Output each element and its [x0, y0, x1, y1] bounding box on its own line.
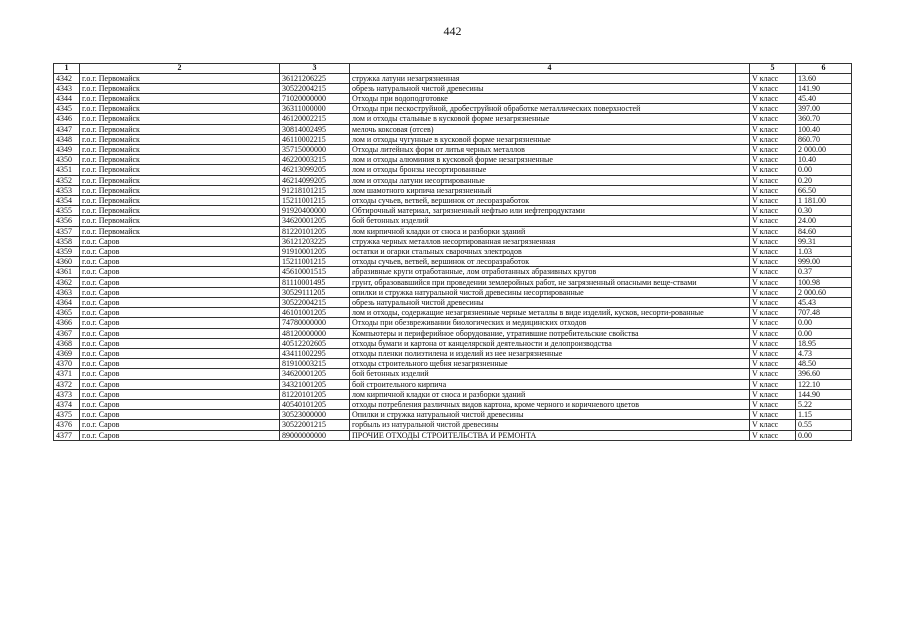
row-number-cell: 4342 [54, 73, 80, 83]
hazard-class-cell: V класс [750, 124, 796, 134]
hazard-class-cell: V класс [750, 114, 796, 124]
hazard-class-cell: V класс [750, 73, 796, 83]
hazard-class-cell: V класс [750, 318, 796, 328]
row-number-cell: 4349 [54, 144, 80, 154]
waste-name-cell: обрезь натуральной чистой древесины [350, 83, 750, 93]
locality-cell: г.о.г. Саров [80, 287, 280, 297]
locality-cell: г.о.г. Первомайск [80, 104, 280, 114]
waste-name-cell: Отходы при водоподготовке [350, 93, 750, 103]
quantity-cell: 4.73 [796, 348, 852, 358]
row-number-cell: 4344 [54, 93, 80, 103]
row-number-cell: 4367 [54, 328, 80, 338]
waste-code-cell: 81110001495 [280, 277, 350, 287]
locality-cell: г.о.г. Саров [80, 389, 280, 399]
hazard-class-cell: V класс [750, 134, 796, 144]
waste-code-cell: 30522001215 [280, 420, 350, 430]
quantity-cell: 0.30 [796, 206, 852, 216]
table-row [54, 83, 852, 93]
quantity-cell: 0.37 [796, 267, 852, 277]
table-row [54, 195, 852, 205]
row-number-cell: 4348 [54, 134, 80, 144]
quantity-cell: 0.00 [796, 328, 852, 338]
hazard-class-cell: V класс [750, 165, 796, 175]
row-number-cell: 4346 [54, 114, 80, 124]
hazard-class-cell: V класс [750, 195, 796, 205]
table-row [54, 297, 852, 307]
row-number-cell: 4373 [54, 389, 80, 399]
row-number-cell: 4351 [54, 165, 80, 175]
table-row [54, 277, 852, 287]
row-number-cell: 4370 [54, 359, 80, 369]
locality-cell: г.о.г. Первомайск [80, 144, 280, 154]
hazard-class-cell: V класс [750, 216, 796, 226]
locality-cell: г.о.г. Саров [80, 308, 280, 318]
locality-cell: г.о.г. Саров [80, 400, 280, 410]
row-number-cell: 4377 [54, 430, 80, 440]
row-number-cell: 4365 [54, 308, 80, 318]
waste-code-cell: 74780000000 [280, 318, 350, 328]
locality-cell: г.о.г. Саров [80, 369, 280, 379]
quantity-cell: 1 181.00 [796, 195, 852, 205]
row-number-cell: 4356 [54, 216, 80, 226]
hazard-class-cell: V класс [750, 430, 796, 440]
waste-code-cell: 46220003215 [280, 155, 350, 165]
quantity-cell: 2 000.00 [796, 144, 852, 154]
quantity-cell: 1.15 [796, 410, 852, 420]
waste-code-cell: 81220101205 [280, 226, 350, 236]
row-number-cell: 4375 [54, 410, 80, 420]
quantity-cell: 45.43 [796, 297, 852, 307]
table-row [54, 185, 852, 195]
locality-cell: г.о.г. Саров [80, 277, 280, 287]
table-row [54, 124, 852, 134]
quantity-cell: 1.03 [796, 246, 852, 256]
waste-table [53, 63, 852, 441]
locality-cell: г.о.г. Первомайск [80, 206, 280, 216]
waste-name-cell: Опилки и стружка натуральной чистой древесины [350, 410, 750, 420]
locality-cell: г.о.г. Саров [80, 430, 280, 440]
locality-cell: г.о.г. Саров [80, 328, 280, 338]
hazard-class-cell: V класс [750, 297, 796, 307]
table-row [54, 104, 852, 114]
hazard-class-cell: V класс [750, 175, 796, 185]
hazard-class-cell: V класс [750, 338, 796, 348]
table-row [54, 379, 852, 389]
table-body [54, 73, 852, 440]
locality-cell: г.о.г. Саров [80, 379, 280, 389]
row-number-cell: 4371 [54, 369, 80, 379]
quantity-cell: 100.40 [796, 124, 852, 134]
waste-name-cell: бой строительного кирпича [350, 379, 750, 389]
waste-code-cell: 46101001205 [280, 308, 350, 318]
waste-name-cell: стружка латуни незагрязненная [350, 73, 750, 83]
hazard-class-cell: V класс [750, 104, 796, 114]
waste-name-cell: остатки и огарки стальных сварочных электродов [350, 246, 750, 256]
waste-code-cell: 34620001205 [280, 369, 350, 379]
hazard-class-cell: V класс [750, 379, 796, 389]
row-number-cell: 4362 [54, 277, 80, 287]
column-header: 2 [80, 64, 280, 74]
table-row [54, 226, 852, 236]
waste-name-cell: стружка черных металлов несортированная незагрязненная [350, 236, 750, 246]
waste-name-cell: отходы сучьев, ветвей, вершинок от лесоразработок [350, 195, 750, 205]
waste-name-cell: лом шамотного кирпича незагрязненный [350, 185, 750, 195]
locality-cell: г.о.г. Саров [80, 318, 280, 328]
waste-code-cell: 30522004215 [280, 297, 350, 307]
hazard-class-cell: V класс [750, 287, 796, 297]
locality-cell: г.о.г. Первомайск [80, 226, 280, 236]
quantity-cell: 397.00 [796, 104, 852, 114]
table-row [54, 430, 852, 440]
table-row [54, 257, 852, 267]
table-row [54, 144, 852, 154]
hazard-class-cell: V класс [750, 155, 796, 165]
row-number-cell: 4369 [54, 348, 80, 358]
locality-cell: г.о.г. Первомайск [80, 185, 280, 195]
locality-cell: г.о.г. Первомайск [80, 216, 280, 226]
hazard-class-cell: V класс [750, 257, 796, 267]
row-number-cell: 4355 [54, 206, 80, 216]
page-number: 442 [443, 24, 462, 38]
waste-name-cell: бой бетонных изделий [350, 369, 750, 379]
hazard-class-cell: V класс [750, 206, 796, 216]
waste-code-cell: 30814002495 [280, 124, 350, 134]
waste-code-cell: 34321001205 [280, 379, 350, 389]
waste-code-cell: 46214099205 [280, 175, 350, 185]
quantity-cell: 0.00 [796, 165, 852, 175]
column-header: 3 [280, 64, 350, 74]
column-header: 4 [350, 64, 750, 74]
hazard-class-cell: V класс [750, 236, 796, 246]
hazard-class-cell: V класс [750, 420, 796, 430]
table-row [54, 175, 852, 185]
hazard-class-cell: V класс [750, 410, 796, 420]
hazard-class-cell: V класс [750, 267, 796, 277]
locality-cell: г.о.г. Первомайск [80, 73, 280, 83]
locality-cell: г.о.г. Первомайск [80, 114, 280, 124]
table-row [54, 420, 852, 430]
locality-cell: г.о.г. Саров [80, 236, 280, 246]
locality-cell: г.о.г. Первомайск [80, 195, 280, 205]
locality-cell: г.о.г. Первомайск [80, 93, 280, 103]
locality-cell: г.о.г. Первомайск [80, 155, 280, 165]
row-number-cell: 4358 [54, 236, 80, 246]
waste-name-cell: отходы потребления различных видов картона, кроме черного и коричневого цветов [350, 400, 750, 410]
waste-code-cell: 46110002215 [280, 134, 350, 144]
quantity-cell: 13.60 [796, 73, 852, 83]
locality-cell: г.о.г. Саров [80, 297, 280, 307]
row-number-cell: 4357 [54, 226, 80, 236]
hazard-class-cell: V класс [750, 369, 796, 379]
waste-name-cell: мелочь коксовая (отсев) [350, 124, 750, 134]
quantity-cell: 0.55 [796, 420, 852, 430]
waste-name-cell: лом кирпичной кладки от сноса и разборки зданий [350, 226, 750, 236]
waste-name-cell: лом кирпичной кладки от сноса и разборки зданий [350, 389, 750, 399]
waste-name-cell: Отходы при пескоструйной, дробеструйной обработке металлических поверхностей [350, 104, 750, 114]
waste-name-cell: опилки и стружка натуральной чистой древесины несортированные [350, 287, 750, 297]
table-row [54, 389, 852, 399]
locality-cell: г.о.г. Саров [80, 410, 280, 420]
row-number-cell: 4359 [54, 246, 80, 256]
hazard-class-cell: V класс [750, 226, 796, 236]
waste-name-cell: отходы сучьев, ветвей, вершинок от лесоразработок [350, 257, 750, 267]
waste-name-cell: Отходы литейных форм от литья черных металлов [350, 144, 750, 154]
waste-code-cell: 81220101205 [280, 389, 350, 399]
waste-code-cell: 30522004215 [280, 83, 350, 93]
quantity-cell: 0.20 [796, 175, 852, 185]
row-number-cell: 4350 [54, 155, 80, 165]
locality-cell: г.о.г. Первомайск [80, 175, 280, 185]
waste-code-cell: 91910001205 [280, 246, 350, 256]
waste-name-cell: отходы бумаги и картона от канцелярской деятельности и делопроизводства [350, 338, 750, 348]
row-number-cell: 4364 [54, 297, 80, 307]
hazard-class-cell: V класс [750, 308, 796, 318]
table-row [54, 206, 852, 216]
column-header: 5 [750, 64, 796, 74]
waste-name-cell: лом и отходы бронзы несортированные [350, 165, 750, 175]
locality-cell: г.о.г. Саров [80, 246, 280, 256]
row-number-cell: 4366 [54, 318, 80, 328]
hazard-class-cell: V класс [750, 93, 796, 103]
hazard-class-cell: V класс [750, 359, 796, 369]
quantity-cell: 99.31 [796, 236, 852, 246]
row-number-cell: 4352 [54, 175, 80, 185]
waste-code-cell: 48120000000 [280, 328, 350, 338]
waste-code-cell: 81910003215 [280, 359, 350, 369]
quantity-cell: 144.90 [796, 389, 852, 399]
waste-code-cell: 45610001515 [280, 267, 350, 277]
locality-cell: г.о.г. Первомайск [80, 124, 280, 134]
table-row [54, 246, 852, 256]
waste-name-cell: грунт, образовавшийся при проведении землеройных работ, не загрязненный опасными веще-ствами [350, 277, 750, 287]
waste-code-cell: 30529111205 [280, 287, 350, 297]
table-header-row [54, 64, 852, 74]
row-number-cell: 4345 [54, 104, 80, 114]
quantity-cell: 2 000.60 [796, 287, 852, 297]
hazard-class-cell: V класс [750, 400, 796, 410]
waste-code-cell: 40512202605 [280, 338, 350, 348]
waste-name-cell: лом и отходы алюминия в кусковой форме незагрязненные [350, 155, 750, 165]
quantity-cell: 999.00 [796, 257, 852, 267]
row-number-cell: 4360 [54, 257, 80, 267]
row-number-cell: 4368 [54, 338, 80, 348]
waste-name-cell: лом и отходы, содержащие незагрязненные черные металлы в виде изделий, кусков, несорти-рованные [350, 308, 750, 318]
quantity-cell: 18.95 [796, 338, 852, 348]
quantity-cell: 5.22 [796, 400, 852, 410]
hazard-class-cell: V класс [750, 144, 796, 154]
waste-code-cell: 36121203225 [280, 236, 350, 246]
hazard-class-cell: V класс [750, 83, 796, 93]
row-number-cell: 4363 [54, 287, 80, 297]
waste-name-cell: обрезь натуральной чистой древесины [350, 297, 750, 307]
row-number-cell: 4372 [54, 379, 80, 389]
locality-cell: г.о.г. Саров [80, 257, 280, 267]
locality-cell: г.о.г. Саров [80, 359, 280, 369]
table-row [54, 400, 852, 410]
waste-name-cell: бой бетонных изделий [350, 216, 750, 226]
row-number-cell: 4343 [54, 83, 80, 93]
waste-name-cell: горбыль из натуральной чистой древесины [350, 420, 750, 430]
hazard-class-cell: V класс [750, 185, 796, 195]
quantity-cell: 122.10 [796, 379, 852, 389]
waste-code-cell: 46213099205 [280, 165, 350, 175]
table-row [54, 134, 852, 144]
quantity-cell: 0.00 [796, 430, 852, 440]
locality-cell: г.о.г. Саров [80, 420, 280, 430]
waste-name-cell: Обтирочный материал, загрязненный нефтью или нефтепродуктами [350, 206, 750, 216]
row-number-cell: 4354 [54, 195, 80, 205]
waste-code-cell: 40540101205 [280, 400, 350, 410]
waste-name-cell: отходы строительного щебня незагрязненные [350, 359, 750, 369]
table-row [54, 155, 852, 165]
waste-code-cell: 89000000000 [280, 430, 350, 440]
table-row [54, 369, 852, 379]
hazard-class-cell: V класс [750, 328, 796, 338]
locality-cell: г.о.г. Первомайск [80, 83, 280, 93]
table-row [54, 338, 852, 348]
quantity-cell: 707.48 [796, 308, 852, 318]
waste-code-cell: 36311000000 [280, 104, 350, 114]
table-row [54, 318, 852, 328]
quantity-cell: 10.40 [796, 155, 852, 165]
row-number-cell: 4347 [54, 124, 80, 134]
table-row [54, 348, 852, 358]
row-number-cell: 4374 [54, 400, 80, 410]
table-row [54, 114, 852, 124]
quantity-cell: 48.50 [796, 359, 852, 369]
waste-name-cell: ПРОЧИЕ ОТХОДЫ СТРОИТЕЛЬСТВА И РЕМОНТА [350, 430, 750, 440]
quantity-cell: 860.70 [796, 134, 852, 144]
waste-code-cell: 43411002295 [280, 348, 350, 358]
waste-name-cell: Отходы при обезвреживании биологических и медицинских отходов [350, 318, 750, 328]
locality-cell: г.о.г. Саров [80, 338, 280, 348]
table-row [54, 236, 852, 246]
quantity-cell: 66.50 [796, 185, 852, 195]
table-row [54, 267, 852, 277]
quantity-cell: 45.40 [796, 93, 852, 103]
table-row [54, 359, 852, 369]
quantity-cell: 141.90 [796, 83, 852, 93]
quantity-cell: 24.00 [796, 216, 852, 226]
table-row [54, 216, 852, 226]
hazard-class-cell: V класс [750, 348, 796, 358]
table-row [54, 165, 852, 175]
locality-cell: г.о.г. Саров [80, 267, 280, 277]
waste-code-cell: 46120002215 [280, 114, 350, 124]
table-row [54, 287, 852, 297]
quantity-cell: 360.70 [796, 114, 852, 124]
hazard-class-cell: V класс [750, 246, 796, 256]
table-row [54, 73, 852, 83]
row-number-cell: 4361 [54, 267, 80, 277]
waste-name-cell: абразивные круги отработанные, лом отработанных абразивных кругов [350, 267, 750, 277]
waste-name-cell: лом и отходы латуни несортированные [350, 175, 750, 185]
waste-code-cell: 36121206225 [280, 73, 350, 83]
hazard-class-cell: V класс [750, 389, 796, 399]
waste-code-cell: 35715000000 [280, 144, 350, 154]
waste-name-cell: лом и отходы чугунные в кусковой форме незагрязненные [350, 134, 750, 144]
table-row [54, 410, 852, 420]
waste-code-cell: 71020000000 [280, 93, 350, 103]
quantity-cell: 396.60 [796, 369, 852, 379]
quantity-cell: 84.60 [796, 226, 852, 236]
table-row [54, 93, 852, 103]
waste-name-cell: Компьютеры и периферийное оборудование, утратившие потребительские свойства [350, 328, 750, 338]
waste-code-cell: 15211001215 [280, 195, 350, 205]
waste-name-cell: отходы пленки полиэтилена и изделий из нее незагрязненные [350, 348, 750, 358]
waste-code-cell: 91218101215 [280, 185, 350, 195]
table-row [54, 308, 852, 318]
row-number-cell: 4376 [54, 420, 80, 430]
column-header: 1 [54, 64, 80, 74]
locality-cell: г.о.г. Первомайск [80, 165, 280, 175]
table-row [54, 328, 852, 338]
locality-cell: г.о.г. Первомайск [80, 134, 280, 144]
waste-code-cell: 15211001215 [280, 257, 350, 267]
quantity-cell: 0.00 [796, 318, 852, 328]
row-number-cell: 4353 [54, 185, 80, 195]
quantity-cell: 100.98 [796, 277, 852, 287]
waste-name-cell: лом и отходы стальные в кусковой форме незагрязненные [350, 114, 750, 124]
column-header: 6 [796, 64, 852, 74]
hazard-class-cell: V класс [750, 277, 796, 287]
locality-cell: г.о.г. Саров [80, 348, 280, 358]
waste-code-cell: 30523000000 [280, 410, 350, 420]
waste-code-cell: 91920400000 [280, 206, 350, 216]
waste-code-cell: 34620001205 [280, 216, 350, 226]
